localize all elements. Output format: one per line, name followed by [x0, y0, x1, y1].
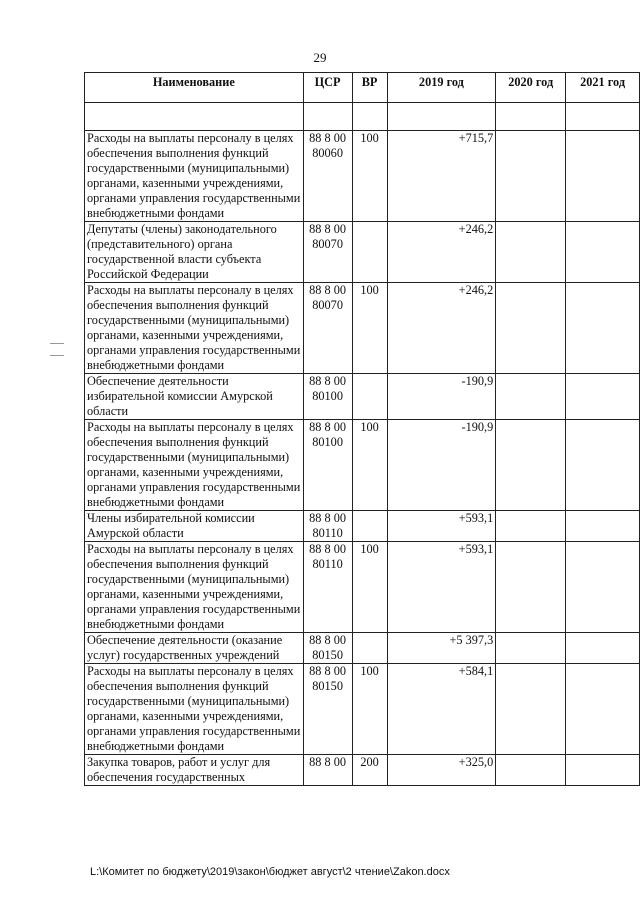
table-row: [85, 542, 640, 633]
column-header-2020: 2020 год: [496, 73, 566, 103]
cell-y2021: [566, 420, 640, 511]
cell-y2020: [496, 755, 566, 786]
cell-y2020: [496, 633, 566, 664]
cell-y2020: [496, 542, 566, 633]
column-header-2021: 2021 год: [566, 73, 640, 103]
cell-vr: [352, 222, 387, 283]
cell-y2021: [566, 511, 640, 542]
cell-vr: [352, 374, 387, 420]
cell-y2021: [566, 664, 640, 755]
cell-y2021: [566, 633, 640, 664]
cell-y2021: [566, 374, 640, 420]
cell-y2020: [496, 283, 566, 374]
table-row: [85, 131, 640, 222]
cell-vr: 100: [352, 283, 387, 374]
cell-csr: 88 8 00 80100: [303, 374, 352, 420]
cell-csr: 88 8 00 80150: [303, 633, 352, 664]
margin-mark: [50, 343, 64, 344]
cell-name: Расходы на выплаты персоналу в целях обеспечения выполнения функций государственными (муниципальными) органами, казенными учреждениями, органами управления государственными внебюджетными фондами: [85, 542, 304, 633]
table-spacer-row: [85, 103, 640, 131]
cell-name: Расходы на выплаты персоналу в целях обеспечения выполнения функций государственными (муниципальными) органами, казенными учреждениями, органами управления государственными внебюджетными фондами: [85, 131, 304, 222]
cell-csr: 88 8 00 80060: [303, 131, 352, 222]
table-row: [85, 633, 640, 664]
cell-csr: 88 8 00 80100: [303, 420, 352, 511]
cell-vr: 200: [352, 755, 387, 786]
cell-y2021: [566, 755, 640, 786]
cell-y2019: +593,1: [387, 542, 496, 633]
cell-name: Обеспечение деятельности (оказание услуг) государственных учреждений: [85, 633, 304, 664]
cell-csr: 88 8 00 80110: [303, 511, 352, 542]
table-row: [85, 664, 640, 755]
cell-y2020: [496, 420, 566, 511]
cell-vr: [352, 633, 387, 664]
budget-table: [84, 72, 640, 786]
table-row: [85, 755, 640, 786]
column-header-2019: 2019 год: [387, 73, 496, 103]
cell-csr: 88 8 00 80070: [303, 222, 352, 283]
margin-mark: [50, 355, 64, 356]
cell-name: Расходы на выплаты персоналу в целях обеспечения выполнения функций государственными (муниципальными) органами, казенными учреждениями, органами управления государственными внебюджетными фондами: [85, 420, 304, 511]
cell-y2019: +584,1: [387, 664, 496, 755]
column-header-name: Наименование: [85, 73, 304, 103]
cell-name: Члены избирательной комиссии Амурской области: [85, 511, 304, 542]
cell-vr: 100: [352, 131, 387, 222]
column-header-vr: ВР: [352, 73, 387, 103]
cell-name: Обеспечение деятельности избирательной комиссии Амурской области: [85, 374, 304, 420]
cell-name: Закупка товаров, работ и услуг для обеспечения государственных: [85, 755, 304, 786]
cell-name: Депутаты (члены) законодательного (представительного) органа государственной власти субъекта Российской Федерации: [85, 222, 304, 283]
cell-y2019: +715,7: [387, 131, 496, 222]
cell-name: Расходы на выплаты персоналу в целях обеспечения выполнения функций государственными (муниципальными) органами, казенными учреждениями, органами управления государственными внебюджетными фондами: [85, 664, 304, 755]
cell-y2020: [496, 222, 566, 283]
cell-y2019: +593,1: [387, 511, 496, 542]
cell-vr: 100: [352, 664, 387, 755]
cell-vr: 100: [352, 420, 387, 511]
cell-y2019: -190,9: [387, 420, 496, 511]
cell-csr: 88 8 00 80110: [303, 542, 352, 633]
table-row: [85, 511, 640, 542]
cell-y2020: [496, 664, 566, 755]
column-header-csr: ЦСР: [303, 73, 352, 103]
cell-y2019: +5 397,3: [387, 633, 496, 664]
cell-y2020: [496, 131, 566, 222]
cell-y2021: [566, 131, 640, 222]
cell-y2019: +246,2: [387, 222, 496, 283]
cell-csr: 88 8 00 80150: [303, 664, 352, 755]
table-row: [85, 222, 640, 283]
cell-y2020: [496, 374, 566, 420]
cell-y2021: [566, 542, 640, 633]
file-path-footer: L:\Комитет по бюджету\2019\закон\бюджет август\2 чтение\Zakon.docx: [90, 866, 450, 878]
table-row: [85, 420, 640, 511]
cell-csr: 88 8 00 80070: [303, 283, 352, 374]
page-number: 29: [313, 50, 327, 65]
cell-vr: [352, 511, 387, 542]
cell-csr: 88 8 00: [303, 755, 352, 786]
cell-y2021: [566, 222, 640, 283]
table-header-row: [85, 73, 640, 103]
cell-name: Расходы на выплаты персоналу в целях обеспечения выполнения функций государственными (муниципальными) органами, казенными учреждениями, органами управления государственными внебюджетными фондами: [85, 283, 304, 374]
table-row: [85, 374, 640, 420]
cell-y2019: -190,9: [387, 374, 496, 420]
cell-y2019: +246,2: [387, 283, 496, 374]
cell-y2021: [566, 283, 640, 374]
cell-y2019: +325,0: [387, 755, 496, 786]
cell-y2020: [496, 511, 566, 542]
cell-vr: 100: [352, 542, 387, 633]
table-row: [85, 283, 640, 374]
